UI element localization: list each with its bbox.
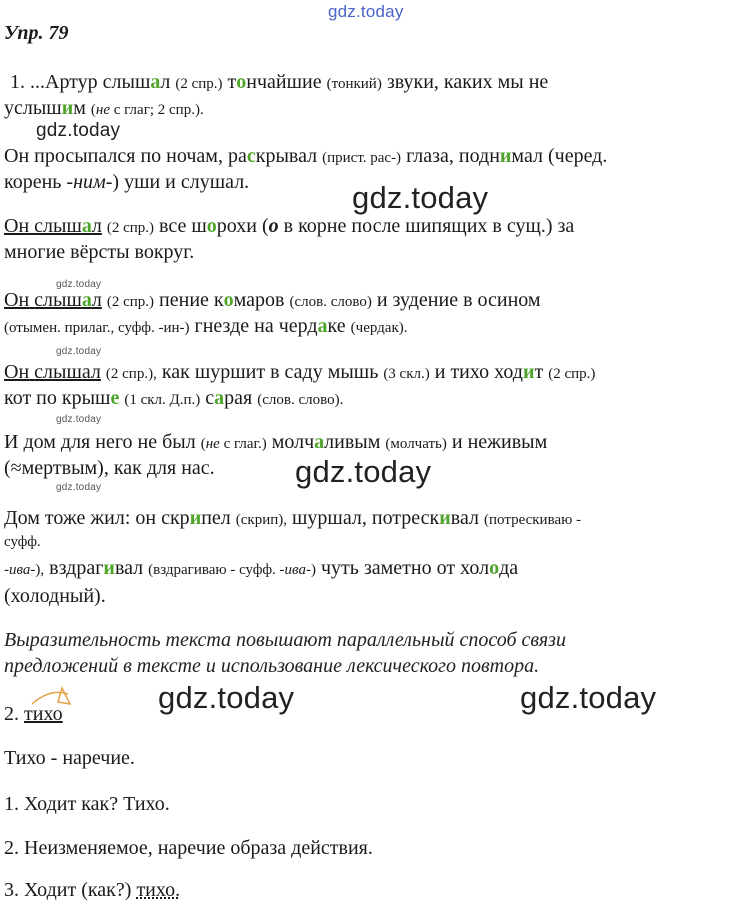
p7-line2: суфф.: [4, 534, 41, 550]
p5-line1: Он слышал (2 спр.), как шуршит в саду мышь (3 скл.) и тихо ходит (2 спр.): [4, 361, 596, 383]
watermark-small: gdz.today: [56, 346, 102, 357]
p1-line2: услышим (не с глаг; 2 спр.).: [4, 97, 204, 119]
conclusion-line1: Выразительность текста повышают параллельный способ связи: [4, 629, 566, 651]
p3-line1: Он слышал (2 спр.) все шорохи (о в корне после шипящих в сущ.) за: [4, 215, 575, 237]
p1-line1: 1. ...Артур слышал (2 спр.) тончайшие (тонкий) звуки, каких мы не: [10, 71, 549, 93]
watermark: gdz.today: [352, 180, 489, 215]
p7-line3: -ива-), вздрагивал (вздрагиваю - суфф. -ива-) чуть заметно от холода: [4, 557, 519, 579]
p2-line2: корень -ним-) уши и слушал.: [4, 171, 250, 193]
p6-line2: (≈мертвым), как для нас.: [4, 457, 215, 479]
suffix-mark-icon: [28, 686, 78, 708]
p6-line1: И дом для него не был (не с глаг.) молчаливым (молчать) и неживым: [4, 431, 548, 453]
part2-line3: 2. Неизменяемое, наречие образа действия.: [4, 837, 373, 859]
part2-line1: Тихо - наречие.: [4, 747, 135, 769]
p4-line1: Он слышал (2 спр.) пение комаров (слов. слово) и зудение в осином: [4, 289, 541, 311]
part2-line2: 1. Ходит как? Тихо.: [4, 793, 170, 815]
p7-line1: Дом тоже жил: он скрипел (скрип), шуршал, потрескивал (потрескиваю -: [4, 507, 582, 529]
watermark-small: gdz.today: [56, 482, 102, 493]
word-tiho: тихо: [24, 703, 63, 725]
watermark: gdz.today: [158, 680, 295, 715]
part2-line4: 3. Ходит (как?) тихо.: [4, 879, 181, 901]
p2-line1: Он просыпался по ночам, раскрывал (прист. рас-) глаза, поднимал (черед.: [4, 145, 608, 167]
p7-line4: (холодный).: [4, 585, 106, 607]
watermark: gdz.today: [295, 454, 432, 489]
watermark-top: gdz.today: [328, 2, 404, 21]
watermark: gdz.today: [520, 680, 657, 715]
part2-heading: 2. тихо: [4, 703, 63, 725]
exercise-title: Упр. 79: [4, 22, 69, 44]
watermark: gdz.today: [36, 120, 121, 141]
p5-line2: кот по крыше (1 скл. Д.п.) сарая (слов. слово).: [4, 387, 344, 409]
watermark-small: gdz.today: [56, 279, 102, 290]
conclusion-line2: предложений в тексте и использование лексического повтора.: [4, 655, 540, 677]
p3-line2: многие вёрсты вокруг.: [4, 241, 195, 263]
watermark-small: gdz.today: [56, 414, 102, 425]
p4-line2: (отымен. прилаг., суфф. -ин-) гнезде на чердаке (чердак).: [4, 315, 408, 337]
